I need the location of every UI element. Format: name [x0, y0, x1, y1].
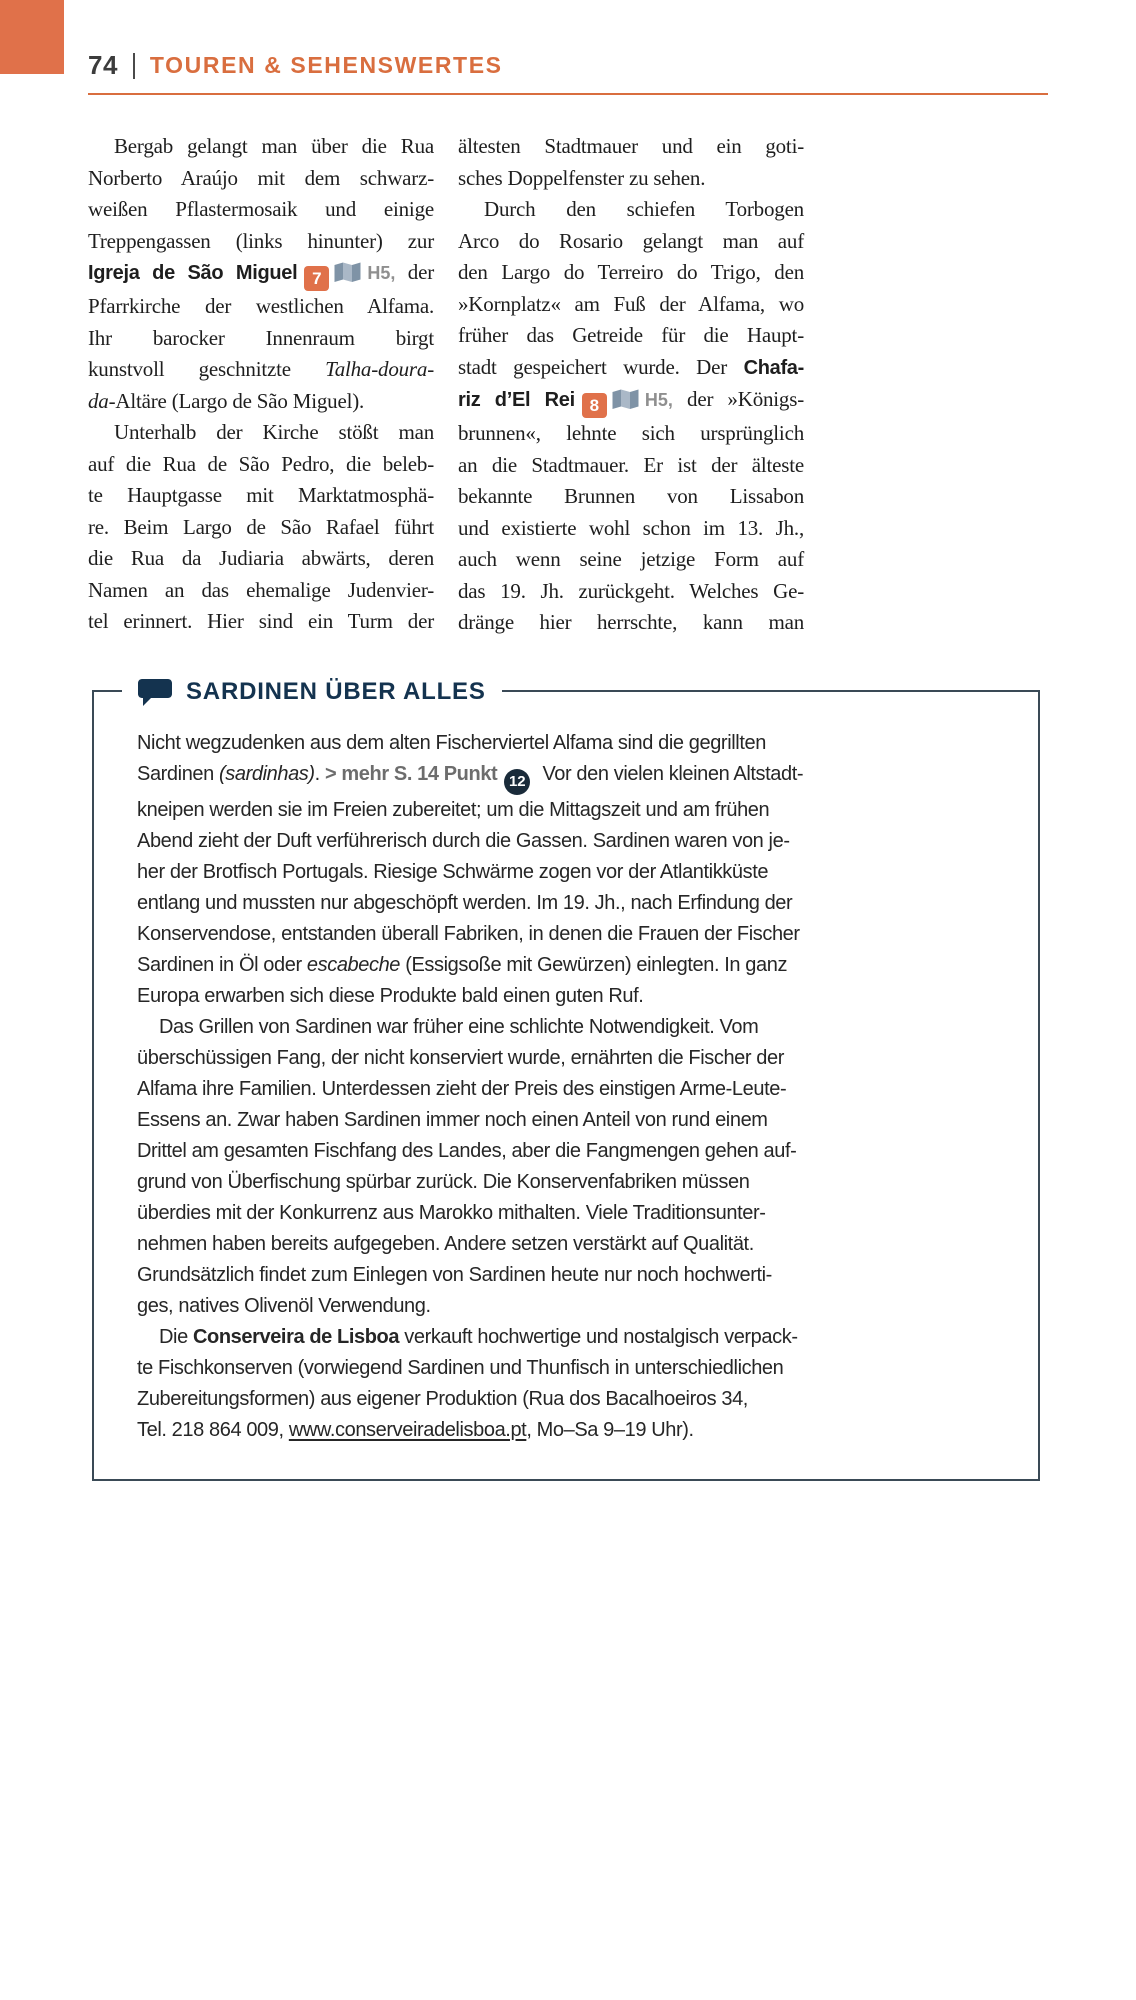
highlighted-name: Igreja de São Miguel	[88, 262, 298, 284]
text-run: Das Grillen von Sardinen war früher eine schlichte Notwendigkeit. Vom	[159, 1015, 759, 1038]
text-line	[88, 163, 434, 195]
text-line	[137, 950, 1010, 981]
text-run: Namen an das ehemalige Judenvier-	[88, 577, 434, 602]
text-run: te Hauptgasse mit Marktatmosphä-	[88, 483, 434, 508]
text-line	[458, 544, 804, 576]
text-run: die Rua da Judiaria abwärts, deren	[88, 546, 434, 571]
text-line	[458, 384, 804, 418]
text-run: Sardinen	[137, 763, 220, 785]
text-line	[137, 1074, 1010, 1105]
text-line	[137, 1353, 1010, 1384]
text-run: kneipen werden sie im Freien zubereitet; um die Mittagszeit und am frühen	[137, 798, 770, 821]
poi-number-badge: 7	[304, 266, 329, 291]
text-line	[137, 1229, 1010, 1260]
text-run: Zubereitungsformen) aus eigener Produktion (Rua dos Bacalhoeiros 34,	[137, 1387, 748, 1410]
text-line	[458, 163, 804, 195]
infobox-body	[94, 692, 1038, 1446]
text-line	[88, 449, 434, 481]
text-run: Arco do Rosario gelangt man auf	[458, 228, 804, 253]
text-run: Die	[159, 1325, 193, 1348]
text-line	[137, 888, 1010, 919]
map-grid-reference: H5,	[367, 263, 396, 283]
text-line	[137, 1291, 1010, 1322]
text-run: verkauft hochwertige und nostalgisch verpack-	[399, 1325, 798, 1348]
text-run: Unterhalb der Kirche stößt man	[114, 420, 434, 445]
highlighted-name: riz d’El Rei	[458, 389, 575, 411]
text-run: Vor den vielen kleinen Altstadt-	[537, 763, 804, 785]
infobox-title	[122, 672, 502, 712]
speech-bubble-icon	[138, 679, 172, 706]
highlighted-name: Chafa-	[743, 356, 804, 379]
text-run: Norberto Araújo mit dem schwarz-	[88, 165, 434, 190]
text-run: Alfama ihre Familien. Unterdessen zieht der Preis des einstigen Arme-Leute-	[137, 1077, 787, 1100]
text-line	[137, 1198, 1010, 1229]
text-line	[458, 576, 804, 608]
text-run: Essens an. Zwar haben Sardinen immer noch einen Anteil von rund einem	[137, 1108, 768, 1131]
text-line	[137, 1167, 1010, 1198]
text-line	[458, 418, 804, 450]
text-line	[88, 480, 434, 512]
text-run: Durch den schiefen Torbogen	[484, 197, 804, 221]
text-run: ges, natives Olivenöl Verwendung.	[137, 1294, 431, 1317]
text-run: bekannte Brunnen von Lissabon	[458, 484, 804, 509]
text-run: früher das Getreide für die Haupt-	[458, 323, 804, 347]
text-line	[88, 543, 434, 575]
poi-number-badge: 8	[582, 393, 607, 418]
text-line	[137, 1043, 1010, 1074]
text-run: da	[88, 388, 109, 413]
text-run: Ihr barocker Innenraum birgt	[88, 325, 434, 350]
text-line	[458, 450, 804, 482]
text-line	[88, 131, 434, 163]
text-run: der »Königs-	[672, 387, 804, 411]
body-column-left	[88, 131, 434, 639]
text-run: dränge hier herrschte, kann man	[458, 610, 804, 635]
text-run: Abend zieht der Duft verführerisch durch die Gassen. Sardinen waren von je-	[137, 829, 790, 852]
text-run: grund von Überfischung spürbar zurück. Die Konservenfabriken müssen	[137, 1170, 750, 1193]
text-run: (sardinhas)	[219, 763, 315, 785]
body-columns	[88, 131, 804, 639]
text-line	[88, 512, 434, 544]
text-line	[137, 1136, 1010, 1167]
text-line	[137, 1384, 1010, 1415]
text-run: -Altäre (Largo de São Miguel).	[108, 388, 365, 413]
map-icon	[612, 387, 639, 407]
text-run: auch wenn seine jetzige Form auf	[458, 547, 804, 572]
text-run: ältesten Stadtmauer und ein goti-	[458, 134, 804, 158]
website-link[interactable]: www.conserveiradelisboa.pt	[288, 1418, 527, 1441]
text-run: der	[395, 260, 435, 284]
text-line	[88, 257, 434, 291]
header-separator	[133, 53, 135, 79]
text-run: sches Doppelfenster zu sehen.	[458, 165, 706, 190]
text-line	[137, 795, 1010, 826]
header-rule	[88, 93, 1048, 95]
text-run: Bergab gelangt man über die Rua	[114, 134, 434, 158]
text-run: auf die Rua de São Pedro, die beleb-	[88, 451, 434, 476]
text-run: Grundsätzlich findet zum Einlegen von Sardinen heute nur noch hochwerti-	[137, 1263, 772, 1286]
text-run: Tel. 218 864 009,	[137, 1418, 289, 1441]
text-run: Treppengassen (links hinunter) zur	[88, 228, 434, 253]
text-line	[88, 226, 434, 258]
text-line	[137, 1322, 1010, 1353]
text-run: escabeche	[306, 953, 401, 976]
text-run: her der Brotfisch Portugals. Riesige Schwärme zogen vor der Atlantikküste	[137, 860, 769, 883]
map-icon	[334, 260, 361, 280]
text-run: (Essigsoße mit Gewürzen) einlegten. In ganz	[400, 953, 788, 976]
text-line	[137, 759, 1010, 795]
text-run: entlang und mussten nur abgeschöpft werden. Im 19. Jh., nach Erfindung der	[137, 891, 793, 914]
text-line	[137, 1415, 1010, 1446]
text-run: Pfarrkirche der westlichen Alfama.	[88, 294, 434, 319]
page-number: 74	[88, 50, 118, 80]
text-run: tel erinnert. Hier sind ein Turm der	[88, 609, 434, 634]
text-run: Sardinen in Öl oder	[137, 953, 307, 976]
text-line	[88, 606, 434, 638]
text-line	[458, 481, 804, 513]
text-run: Nicht wegzudenken aus dem alten Fischerviertel Alfama sind die gegrillten	[137, 732, 766, 754]
text-line	[88, 386, 434, 418]
text-run: kunstvoll geschnitzte	[88, 357, 326, 382]
text-line	[458, 607, 804, 639]
text-run: , Mo–Sa 9–19 Uhr).	[526, 1418, 694, 1441]
text-line	[137, 826, 1010, 857]
text-line	[88, 194, 434, 226]
text-line	[88, 323, 434, 355]
text-line	[137, 1260, 1010, 1291]
text-line	[88, 417, 434, 449]
text-run: Konservendose, entstanden überall Fabriken, in denen die Frauen der Fischer	[137, 922, 800, 945]
text-run: stadt gespeichert wurde. Der	[458, 354, 744, 379]
text-line	[458, 226, 804, 258]
cross-reference: > mehr S. 14 Punkt	[324, 763, 498, 785]
text-run: an die Stadtmauer. Er ist der älteste	[458, 452, 804, 477]
text-run: das 19. Jh. zurückgeht. Welches Ge-	[458, 578, 804, 603]
text-run: den Largo do Terreiro do Trigo, den	[458, 260, 804, 284]
infobox-title-text: SARDINEN ÜBER ALLES	[186, 678, 486, 705]
text-line	[458, 257, 804, 289]
text-line	[88, 291, 434, 323]
text-run: überdies mit der Konkurrenz aus Marokko mithalten. Viele Traditionsunter-	[137, 1201, 766, 1224]
text-run: te Fischkonserven (vorwiegend Sardinen und Thunfisch in unterschiedlichen	[137, 1356, 784, 1379]
text-line	[137, 919, 1010, 950]
text-run: Drittel am gesamten Fischfang des Landes, aber die Fangmengen gehen auf-	[137, 1139, 797, 1162]
text-line	[458, 320, 804, 352]
text-line	[88, 354, 434, 386]
text-line	[458, 194, 804, 226]
text-run: Talha-doura-	[325, 357, 434, 382]
text-run: und existierte wohl schon im 13. Jh.,	[458, 515, 804, 540]
section-title: TOUREN & SEHENSWERTES	[149, 52, 503, 78]
text-line	[137, 981, 1010, 1012]
text-line	[458, 513, 804, 545]
text-run: »Kornplatz« am Fuß der Alfama, wo	[458, 291, 804, 316]
map-grid-reference: H5,	[644, 390, 673, 410]
text-line	[458, 352, 804, 385]
text-run: Europa erwarben sich diese Produkte bald einen guten Ruf.	[137, 984, 644, 1007]
text-line	[458, 289, 804, 321]
point-number-badge: 12	[504, 769, 530, 795]
page-corner-marker	[0, 0, 64, 74]
text-line	[137, 857, 1010, 888]
page-header	[88, 50, 503, 81]
highlighted-name: Conserveira de Lisboa	[192, 1325, 400, 1348]
text-line	[137, 728, 1010, 759]
text-run: re. Beim Largo de São Rafael führt	[88, 514, 434, 539]
text-line	[458, 131, 804, 163]
text-line	[88, 575, 434, 607]
text-run: brunnen«, lehnte sich ursprünglich	[458, 421, 804, 446]
text-line	[137, 1012, 1010, 1043]
text-run: überschüssigen Fang, der nicht konserviert wurde, ernährten die Fischer der	[137, 1046, 785, 1069]
text-line	[137, 1105, 1010, 1136]
text-run: nehmen haben bereits aufgegeben. Andere setzen verstärkt auf Qualität.	[137, 1232, 754, 1255]
text-run: weißen Pflastermosaik und einige	[88, 197, 434, 221]
text-run: .	[314, 763, 325, 785]
body-column-right	[458, 131, 804, 639]
infobox-sardines	[92, 678, 1040, 1481]
